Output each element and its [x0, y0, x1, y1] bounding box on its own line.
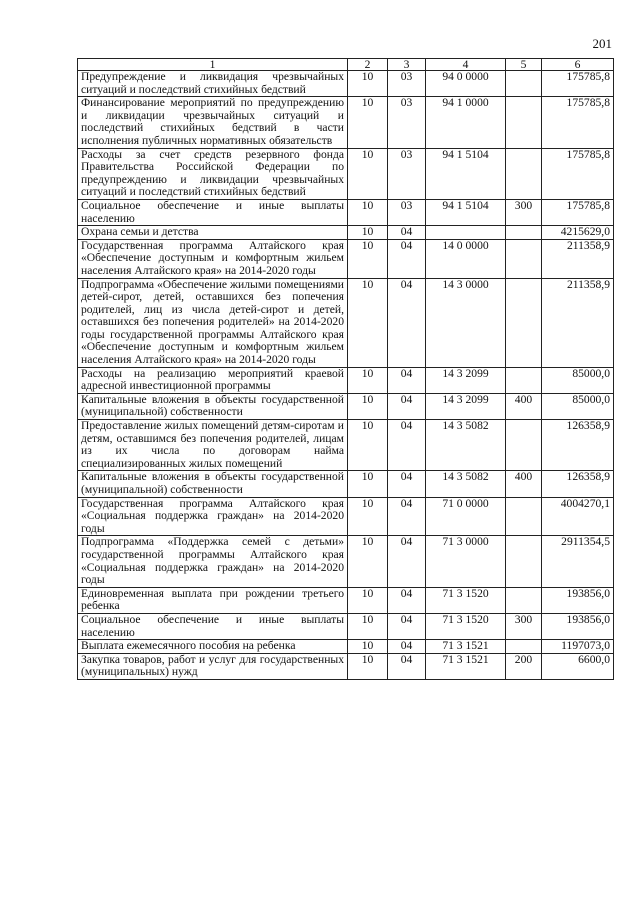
table-row — [78, 536, 614, 587]
row-target-code-cell: 14 0 0000 — [426, 239, 506, 278]
row-subsection-cell: 04 — [388, 640, 426, 654]
header-col-3: 3 — [388, 59, 426, 71]
table-row — [78, 367, 614, 393]
row-target-code-cell: 71 3 1520 — [426, 613, 506, 639]
row-amount-cell: 4004270,1 — [542, 497, 614, 536]
row-section-cell: 10 — [348, 640, 388, 654]
table-row — [78, 587, 614, 613]
row-section-cell: 10 — [348, 613, 388, 639]
header-col-5: 5 — [506, 59, 542, 71]
row-amount-cell: 85000,0 — [542, 367, 614, 393]
table-row — [78, 497, 614, 536]
row-amount-cell: 211358,9 — [542, 239, 614, 278]
row-name-cell: Выплата ежемесячного пособия на ребенка — [78, 640, 348, 654]
row-section-cell: 10 — [348, 239, 388, 278]
table-row — [78, 239, 614, 278]
row-target-code-cell: 14 3 2099 — [426, 393, 506, 419]
row-section-cell: 10 — [348, 536, 388, 587]
row-amount-cell: 193856,0 — [542, 613, 614, 639]
row-target-code-cell: 71 3 1521 — [426, 640, 506, 654]
row-expense-type-cell — [506, 367, 542, 393]
table-row — [78, 471, 614, 497]
header-col-1: 1 — [78, 59, 348, 71]
row-expense-type-cell: 400 — [506, 393, 542, 419]
row-subsection-cell: 04 — [388, 278, 426, 367]
row-target-code-cell: 94 1 0000 — [426, 97, 506, 148]
row-expense-type-cell: 300 — [506, 613, 542, 639]
row-expense-type-cell — [506, 226, 542, 240]
row-subsection-cell: 04 — [388, 239, 426, 278]
row-amount-cell: 175785,8 — [542, 71, 614, 97]
row-amount-cell: 175785,8 — [542, 97, 614, 148]
row-target-code-cell — [426, 226, 506, 240]
row-amount-cell: 1197073,0 — [542, 640, 614, 654]
table-row — [78, 640, 614, 654]
budget-table — [77, 58, 614, 680]
row-target-code-cell: 71 0 0000 — [426, 497, 506, 536]
row-target-code-cell: 14 3 0000 — [426, 278, 506, 367]
row-subsection-cell: 03 — [388, 148, 426, 199]
row-name-cell: Закупка товаров, работ и услуг для государственных (муниципальных) нужд — [78, 653, 348, 679]
row-expense-type-cell: 400 — [506, 471, 542, 497]
table-row — [78, 71, 614, 97]
row-name-cell: Охрана семьи и детства — [78, 226, 348, 240]
row-section-cell: 10 — [348, 278, 388, 367]
row-subsection-cell: 04 — [388, 497, 426, 536]
row-subsection-cell: 04 — [388, 613, 426, 639]
header-col-4: 4 — [426, 59, 506, 71]
table-row — [78, 420, 614, 471]
row-expense-type-cell — [506, 97, 542, 148]
row-section-cell: 10 — [348, 199, 388, 225]
row-amount-cell: 126358,9 — [542, 420, 614, 471]
row-amount-cell: 175785,8 — [542, 199, 614, 225]
row-amount-cell: 175785,8 — [542, 148, 614, 199]
row-target-code-cell: 94 0 0000 — [426, 71, 506, 97]
row-expense-type-cell — [506, 536, 542, 587]
row-expense-type-cell: 200 — [506, 653, 542, 679]
row-target-code-cell: 71 3 1520 — [426, 587, 506, 613]
table-header-row — [78, 59, 614, 71]
row-expense-type-cell — [506, 148, 542, 199]
row-amount-cell: 2911354,5 — [542, 536, 614, 587]
row-target-code-cell: 14 3 5082 — [426, 420, 506, 471]
row-amount-cell: 6600,0 — [542, 653, 614, 679]
row-subsection-cell: 03 — [388, 97, 426, 148]
row-name-cell: Расходы на реализацию мероприятий краевой адресной инвестиционной программы — [78, 367, 348, 393]
row-name-cell: Единовременная выплата при рождении третьего ребенка — [78, 587, 348, 613]
row-name-cell: Капитальные вложения в объекты государственной (муниципальной) собственности — [78, 471, 348, 497]
row-section-cell: 10 — [348, 148, 388, 199]
table-row — [78, 613, 614, 639]
row-target-code-cell: 94 1 5104 — [426, 199, 506, 225]
row-section-cell: 10 — [348, 420, 388, 471]
row-subsection-cell: 04 — [388, 367, 426, 393]
row-subsection-cell: 04 — [388, 536, 426, 587]
row-target-code-cell: 14 3 2099 — [426, 367, 506, 393]
row-amount-cell: 4215629,0 — [542, 226, 614, 240]
row-amount-cell: 211358,9 — [542, 278, 614, 367]
row-section-cell: 10 — [348, 97, 388, 148]
row-name-cell: Предупреждение и ликвидация чрезвычайных ситуаций и последствий стихийных бедствий — [78, 71, 348, 97]
row-expense-type-cell — [506, 497, 542, 536]
row-section-cell: 10 — [348, 497, 388, 536]
row-expense-type-cell — [506, 239, 542, 278]
row-name-cell: Государственная программа Алтайского края «Социальная поддержка граждан» на 2014-2020 годы — [78, 497, 348, 536]
row-subsection-cell: 04 — [388, 393, 426, 419]
row-expense-type-cell — [506, 587, 542, 613]
row-subsection-cell: 04 — [388, 587, 426, 613]
row-target-code-cell: 71 3 0000 — [426, 536, 506, 587]
row-name-cell: Социальное обеспечение и иные выплаты населению — [78, 199, 348, 225]
row-name-cell: Подпрограмма «Поддержка семей с детьми» государственной программы Алтайского края «Социальная поддержка граждан» на 2014-2020 годы — [78, 536, 348, 587]
row-subsection-cell: 04 — [388, 471, 426, 497]
row-name-cell: Подпрограмма «Обеспечение жилыми помещениями детей-сирот, детей, оставшихся без попечения родителей, лиц из числа детей-сирот и детей, оставшихся без попечения родителей» на 2014-2020 годы государственной программы Алтайского края «Обеспечение доступным и комфортным жильем населения Алтайского края» на 2014-2020 годы — [78, 278, 348, 367]
row-subsection-cell: 03 — [388, 199, 426, 225]
row-name-cell: Финансирование мероприятий по предупреждению и ликвидации чрезвычайных ситуаций и последствий стихийных бедствий в части исполнения публичных нормативных обязательств — [78, 97, 348, 148]
row-expense-type-cell — [506, 278, 542, 367]
row-amount-cell: 126358,9 — [542, 471, 614, 497]
row-target-code-cell: 71 3 1521 — [426, 653, 506, 679]
table-row — [78, 97, 614, 148]
row-subsection-cell: 04 — [388, 420, 426, 471]
row-name-cell: Капитальные вложения в объекты государственной (муниципальной) собственности — [78, 393, 348, 419]
row-name-cell: Государственная программа Алтайского края «Обеспечение доступным и комфортным жильем населения Алтайского края» на 2014-2020 годы — [78, 239, 348, 278]
table-row — [78, 278, 614, 367]
row-amount-cell: 85000,0 — [542, 393, 614, 419]
header-col-6: 6 — [542, 59, 614, 71]
row-name-cell: Расходы за счет средств резервного фонда Правительства Российской Федерации по предупреждению и ликвидации чрезвычайных ситуаций и последствий стихийных бедствий — [78, 148, 348, 199]
row-expense-type-cell — [506, 71, 542, 97]
row-expense-type-cell — [506, 640, 542, 654]
row-subsection-cell: 03 — [388, 71, 426, 97]
row-subsection-cell: 04 — [388, 653, 426, 679]
row-subsection-cell: 04 — [388, 226, 426, 240]
row-expense-type-cell — [506, 420, 542, 471]
row-expense-type-cell: 300 — [506, 199, 542, 225]
row-name-cell: Предоставление жилых помещений детям-сиротам и детям, оставшимся без попечения родителей, лицам из их числа по договорам найма специализированных жилых помещений — [78, 420, 348, 471]
row-section-cell: 10 — [348, 226, 388, 240]
row-target-code-cell: 94 1 5104 — [426, 148, 506, 199]
row-section-cell: 10 — [348, 653, 388, 679]
row-section-cell: 10 — [348, 471, 388, 497]
header-col-2: 2 — [348, 59, 388, 71]
table-row — [78, 653, 614, 679]
table-row — [78, 148, 614, 199]
row-name-cell: Социальное обеспечение и иные выплаты населению — [78, 613, 348, 639]
row-amount-cell: 193856,0 — [542, 587, 614, 613]
page-number: 201 — [592, 36, 612, 51]
row-section-cell: 10 — [348, 71, 388, 97]
row-section-cell: 10 — [348, 393, 388, 419]
table-row — [78, 393, 614, 419]
row-section-cell: 10 — [348, 367, 388, 393]
table-row — [78, 226, 614, 240]
table-row — [78, 199, 614, 225]
row-section-cell: 10 — [348, 587, 388, 613]
row-target-code-cell: 14 3 5082 — [426, 471, 506, 497]
